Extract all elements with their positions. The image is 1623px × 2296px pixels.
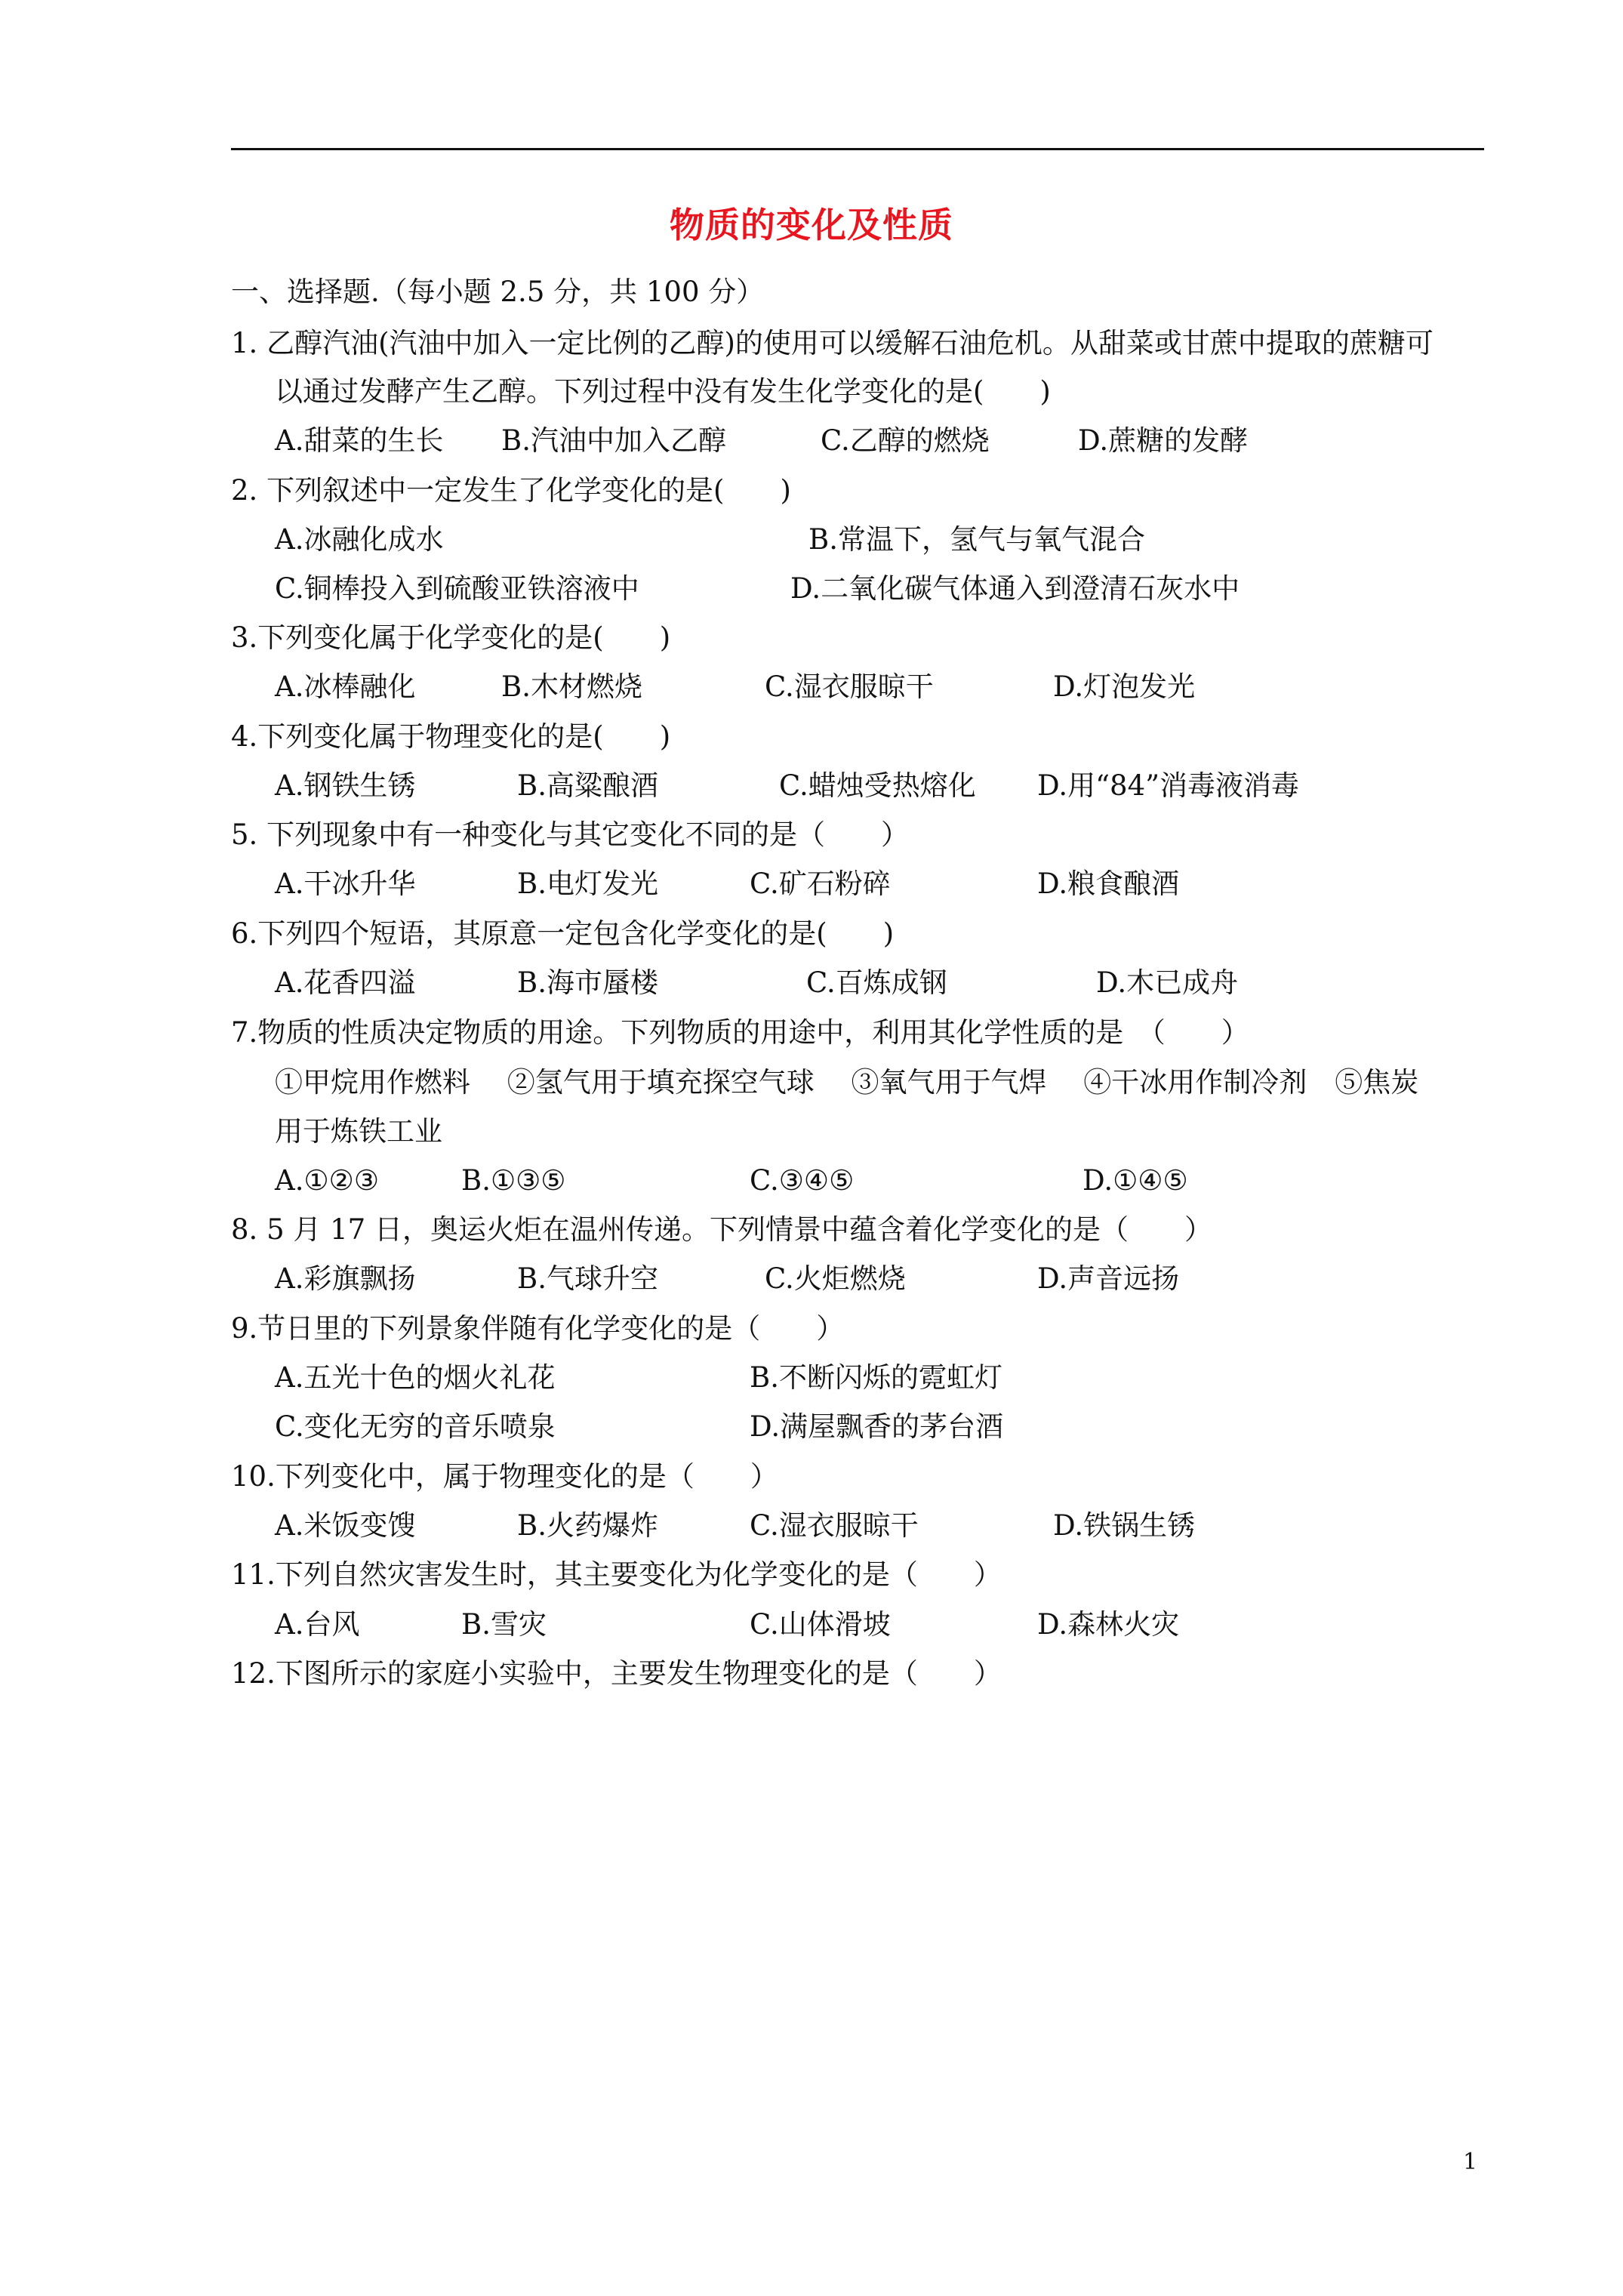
question-5-option-b: B.电灯发光 <box>517 868 658 900</box>
question-11-option-a: A.台风 <box>275 1608 360 1641</box>
question-5-line-1: 5. 下列现象中有一种变化与其它变化不同的是（ ） <box>231 818 910 851</box>
page-title: 物质的变化及性质 <box>670 205 953 245</box>
question-7-line-3: 用于炼铁工业 <box>275 1115 442 1148</box>
question-3-option-b: B.木材燃烧 <box>501 670 642 703</box>
question-7-option-d: D.①④⑤ <box>1083 1164 1188 1197</box>
question-11-option-c: C.山体滑坡 <box>750 1608 891 1641</box>
question-5-option-d: D.粮食酿酒 <box>1037 868 1180 900</box>
question-10-option-a: A.米饭变馊 <box>275 1509 416 1542</box>
question-2-option-c: C.铜棒投入到硫酸亚铁溶液中 <box>275 572 639 605</box>
question-1-line-1: 1. 乙醇汽油(汽油中加入一定比例的乙醇)的使用可以缓解石油危机。从甜菜或甘蔗中提取的蔗糖可 <box>231 327 1434 359</box>
question-3-option-c: C.湿衣服晾干 <box>765 670 934 703</box>
question-10-option-d: D.铁锅生锈 <box>1053 1509 1196 1542</box>
question-10-option-c: C.湿衣服晾干 <box>750 1509 919 1542</box>
question-9-option-b: B.不断闪烁的霓虹灯 <box>750 1361 1002 1394</box>
question-6-option-a: A.花香四溢 <box>275 966 416 999</box>
question-11-line-1: 11.下列自然灾害发生时，其主要变化为化学变化的是（ ） <box>231 1558 1002 1591</box>
question-4-option-c: C.蜡烛受热熔化 <box>779 769 976 802</box>
question-1-option-a: A.甜菜的生长 <box>275 424 444 457</box>
question-4-option-b: B.高粱酿酒 <box>517 769 658 802</box>
question-8-option-c: C.火炬燃烧 <box>765 1262 906 1295</box>
question-1-option-c: C.乙醇的燃烧 <box>821 424 990 457</box>
question-2-option-d: D.二氧化碳气体通入到澄清石灰水中 <box>790 572 1240 605</box>
question-6-option-d: D.木已成舟 <box>1096 966 1239 999</box>
question-9-option-c: C.变化无穷的音乐喷泉 <box>275 1410 556 1443</box>
question-2-option-a: A.冰融化成水 <box>275 523 444 556</box>
question-9-option-d: D.满屋飘香的茅台酒 <box>750 1410 1004 1443</box>
question-5-option-c: C.矿石粉碎 <box>750 868 891 900</box>
question-7-line-2: ①甲烷用作燃料 ②氢气用于填充探空气球 ③氧气用于气焊 ④干冰用作制冷剂 ⑤焦炭 <box>275 1066 1419 1099</box>
question-12-line-1: 12.下图所示的家庭小实验中，主要发生物理变化的是（ ） <box>231 1657 1002 1690</box>
question-7-option-c: C.③④⑤ <box>750 1164 855 1197</box>
question-9-option-a: A.五光十色的烟火礼花 <box>275 1361 556 1394</box>
question-7-option-a: A.①②③ <box>275 1164 379 1197</box>
question-1-line-2: 以通过发酵产生乙醇。下列过程中没有发生化学变化的是( ) <box>275 375 1051 408</box>
question-2-line-1: 2. 下列叙述中一定发生了化学变化的是( ) <box>231 474 791 507</box>
question-11-option-b: B.雪灾 <box>461 1608 547 1641</box>
question-3-line-1: 3.下列变化属于化学变化的是( ) <box>231 621 671 654</box>
question-8-option-b: B.气球升空 <box>517 1262 658 1295</box>
question-5-option-a: A.干冰升华 <box>275 868 416 900</box>
question-6-line-1: 6.下列四个短语，其原意一定包含化学变化的是( ) <box>231 917 895 950</box>
question-10-option-b: B.火药爆炸 <box>517 1509 658 1542</box>
question-3-option-a: A.冰棒融化 <box>275 670 416 703</box>
question-1-option-b: B.汽油中加入乙醇 <box>501 424 726 457</box>
question-8-line-1: 8. 5 月 17 日，奥运火炬在温州传递。下列情景中蕴含着化学变化的是（ ） <box>231 1213 1212 1246</box>
header-rule <box>231 148 1484 150</box>
question-4-option-a: A.钢铁生锈 <box>275 769 416 802</box>
question-2-option-b: B.常温下，氢气与氧气混合 <box>808 523 1145 556</box>
question-8-option-a: A.彩旗飘扬 <box>275 1262 416 1295</box>
question-1-option-d: D.蔗糖的发酵 <box>1078 424 1249 457</box>
question-6-option-c: C.百炼成钢 <box>806 966 947 999</box>
question-6-option-b: B.海市蜃楼 <box>517 966 658 999</box>
question-11-option-d: D.森林火灾 <box>1037 1608 1180 1641</box>
page-number: 1 <box>1463 2149 1478 2175</box>
question-8-option-d: D.声音远扬 <box>1037 1262 1180 1295</box>
question-4-line-1: 4.下列变化属于物理变化的是( ) <box>231 720 671 753</box>
question-7-option-b: B.①③⑤ <box>461 1164 566 1197</box>
section-heading: 一、选择题.（每小题 2.5 分，共 100 分） <box>231 276 765 308</box>
question-9-line-1: 9.节日里的下列景象伴随有化学变化的是（ ） <box>231 1312 845 1345</box>
question-10-line-1: 10.下列变化中，属于物理变化的是（ ） <box>231 1460 778 1493</box>
question-3-option-d: D.灯泡发光 <box>1053 670 1196 703</box>
question-4-option-d: D.用“84”消毒液消毒 <box>1037 769 1300 802</box>
question-7-line-1: 7.物质的性质决定物质的用途。下列物质的用途中，利用其化学性质的是 （ ） <box>231 1016 1249 1049</box>
